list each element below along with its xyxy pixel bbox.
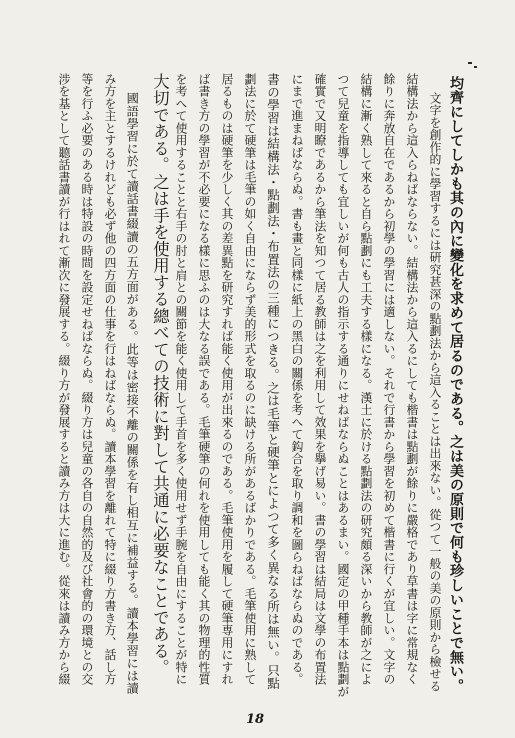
text-column-18: 涉を基として聽話書讀が行はれて漸次に發展する。綴り方が發展すると讀み方は大に進む。從來は讀み方から綴 <box>56 73 71 686</box>
text-column-7: 確實で又明瞭であるから筆法を知つて居る教師は之を利用して效果を擧げ易い。書の學習は結局は文學の布置法 <box>312 73 327 686</box>
text-column-13: を考へて使用することと右手の肘と肩との關節を能く使用して手首を多く使用せず手腕を自由にすることが特に <box>173 73 188 686</box>
text-column-15: 國語學習に於て讀話書綴讀の五方面がある。此等は密接不離の關係を有し相互に補益する。讀本學習には讀 <box>125 92 140 695</box>
text-column-9: 書の學習は結構法・點劃法・布置法の三種につきる。之は毛筆と硬筆とによつて多く異なる所は無い。只點 <box>265 73 281 690</box>
text-column-5: 結構に漸く熟して來ると自ら點劃にも工夫する樣になる。漢土に於ける點劃法の研究頗る深いから教師が之によ <box>358 73 373 686</box>
text-column-1: 均齊にしてしかも其の內に變化を求めて居るのである。之は美の原則で何も珍しいことで無い。 <box>448 76 464 694</box>
text-column-8: にまで進まねばならぬ。書も畫と同樣に紙上の黑白の關係を考へて鈎合を取り調和を圖らねばならぬのである。 <box>289 73 304 686</box>
print-mark <box>474 66 477 68</box>
text-column-12: ば書き方の學習が不必要になる樣に思ふのは大なる誤である。毛筆硬筆の何れを使用しても能く其の物理的性質 <box>196 73 211 686</box>
text-column-2: 文字を創作的に學習するには硏究甚深の點劃法から這入ることは出來ない。從つて一般の美の原則から檢せる <box>427 92 442 693</box>
text-column-17: 等を行ふ必要のある時は特設の時間を設定せねばならぬ。綴り方は兒童の各自の自然的及び社會的の環境との交 <box>79 73 94 686</box>
text-column-16: み方を主とするけれども必ず他の四方面の仕事を行はねばならぬ。讀本學習を離れて特に綴り方書き方、話し方 <box>102 73 117 686</box>
text-column-4: 餘りに奔放自在であるから初學の學習には適しない。それで行書から學習を初めて楷書に行くが宜しい。文字の <box>381 73 396 686</box>
text-column-10: 劃法に於て硬筆は毛筆の如く自由にならず美的形式を取るのに缺ける所があるばかりである。毛筆使用に熟して <box>242 73 257 686</box>
text-column-6: つて兒童を指導しても宜しいが何も古人の指示する通りにせねばならぬことはあるまい。國定の甲種手本は點劃が <box>335 73 350 698</box>
print-mark <box>468 62 472 64</box>
page-number: 18 <box>246 712 265 727</box>
text-column-11: 居るものは硬筆を少しく其の差異點を研究すれば能く使用が出來るのである。毛筆使用を履して硬筆専用にすれ <box>219 73 234 686</box>
text-column-14: 大切である。之は手を使用する總べての技術に對して共通に必要なことである。 <box>150 73 170 676</box>
text-column-3: 結構法から這入らねばならない。結構法から這入るにしても楷書は點劃が餘りに嚴格であり草書は字に常規なく <box>404 73 419 686</box>
